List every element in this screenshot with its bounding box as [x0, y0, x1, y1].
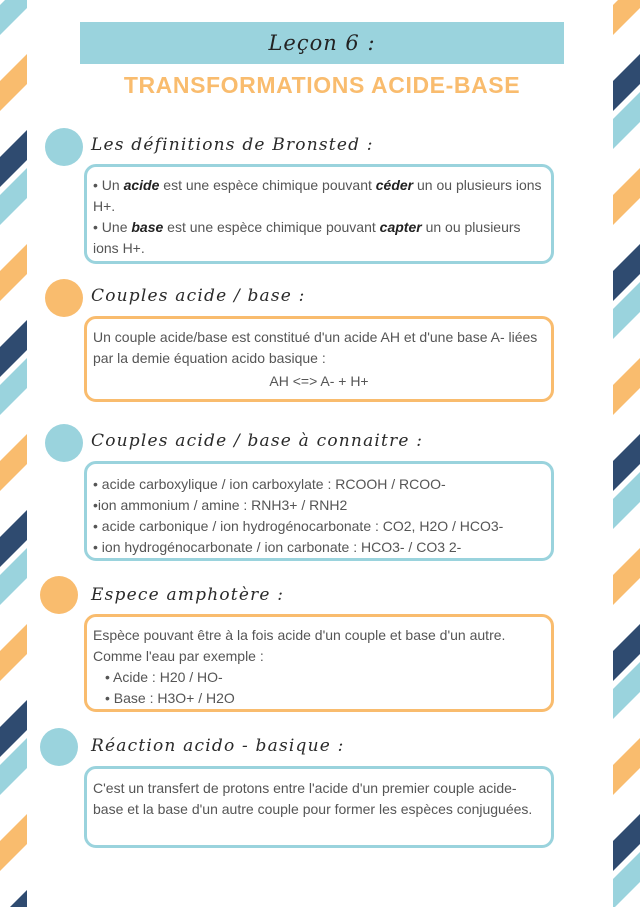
stripe-band [0, 54, 27, 111]
section-heading-amphotere: Espece amphotère : [91, 585, 285, 605]
text-fragment: est une espèce chimique pouvant [163, 219, 380, 235]
couple-definition-text: Un couple acide/base est constitué d'un acide AH et d'une base A- liées par la demie équation acido basique : [93, 329, 538, 366]
lesson-number: Leçon 6 : [268, 31, 376, 55]
left-stripe-border [0, 0, 27, 907]
amphotere-example: Comme l'eau par exemple : [93, 648, 264, 664]
lesson-banner [80, 22, 564, 64]
acid-base-equation: AH <=> A- + H+ [269, 373, 369, 389]
couples-list-box [84, 461, 554, 561]
stripe-band [0, 814, 27, 871]
stripe-band [613, 358, 640, 415]
list-item: • Acide : H20 / HO- [105, 669, 223, 685]
term-capter: capter [379, 219, 422, 235]
stripe-band [613, 738, 640, 795]
reaction-definition: C'est un transfert de protons entre l'acide d'un premier couple acide-base et la base d'un autre couple pour former les espèces conjuguées. [93, 780, 533, 817]
list-item: • Base : H3O+ / H2O [105, 690, 235, 706]
list-item: •ion ammonium / amine : RNH3+ / RNH2 [93, 497, 348, 513]
right-stripe-border [613, 0, 640, 907]
definitions-box [84, 164, 554, 264]
section-heading-bronsted: Les définitions de Bronsted : [91, 135, 374, 155]
stripe-band [0, 244, 27, 301]
stripe-band [0, 0, 27, 35]
term-ceder: céder [375, 177, 414, 193]
text-fragment: • Un [93, 177, 124, 193]
text-fragment: un ou plusieurs ions H+. [93, 219, 521, 256]
couple-definition-box [84, 316, 554, 402]
stripe-band [0, 434, 27, 491]
list-item: • ion hydrogénocarbonate / ion carbonate : HCO3- / CO3 2- [93, 539, 462, 555]
acid-definition [93, 175, 545, 217]
term-base: base [131, 219, 164, 235]
amphotere-box [84, 614, 554, 712]
section-heading-reaction: Réaction acido - basique : [91, 736, 345, 756]
section-heading-couples-a-connaitre: Couples acide / base à connaitre : [91, 431, 424, 451]
stripe-band [613, 548, 640, 605]
section-bullet-dot [45, 279, 83, 317]
stripe-band [613, 168, 640, 225]
reaction-box [84, 766, 554, 848]
term-acide: acide [123, 177, 160, 193]
stripe-band [613, 0, 640, 35]
text-fragment: est une espèce chimique pouvant [159, 177, 376, 193]
stripe-band [0, 890, 27, 907]
stripe-band [0, 624, 27, 681]
text-fragment: un ou plusieurs ions H+. [93, 177, 542, 214]
section-bullet-dot [45, 128, 83, 166]
text-fragment: • Une [93, 219, 132, 235]
section-bullet-dot [40, 576, 78, 614]
page-title: TRANSFORMATIONS ACIDE-BASE [123, 72, 521, 98]
list-item: • acide carbonique / ion hydrogénocarbonate : CO2, H2O / HCO3- [93, 518, 504, 534]
section-bullet-dot [45, 424, 83, 462]
section-heading-couples: Couples acide / base : [91, 286, 306, 306]
base-definition [93, 217, 545, 259]
list-item: • acide carboxylique / ion carboxylate : RCOOH / RCOO- [93, 476, 446, 492]
amphotere-definition: Espèce pouvant être à la fois acide d'un couple et base d'un autre. [93, 627, 506, 643]
section-bullet-dot [40, 728, 78, 766]
